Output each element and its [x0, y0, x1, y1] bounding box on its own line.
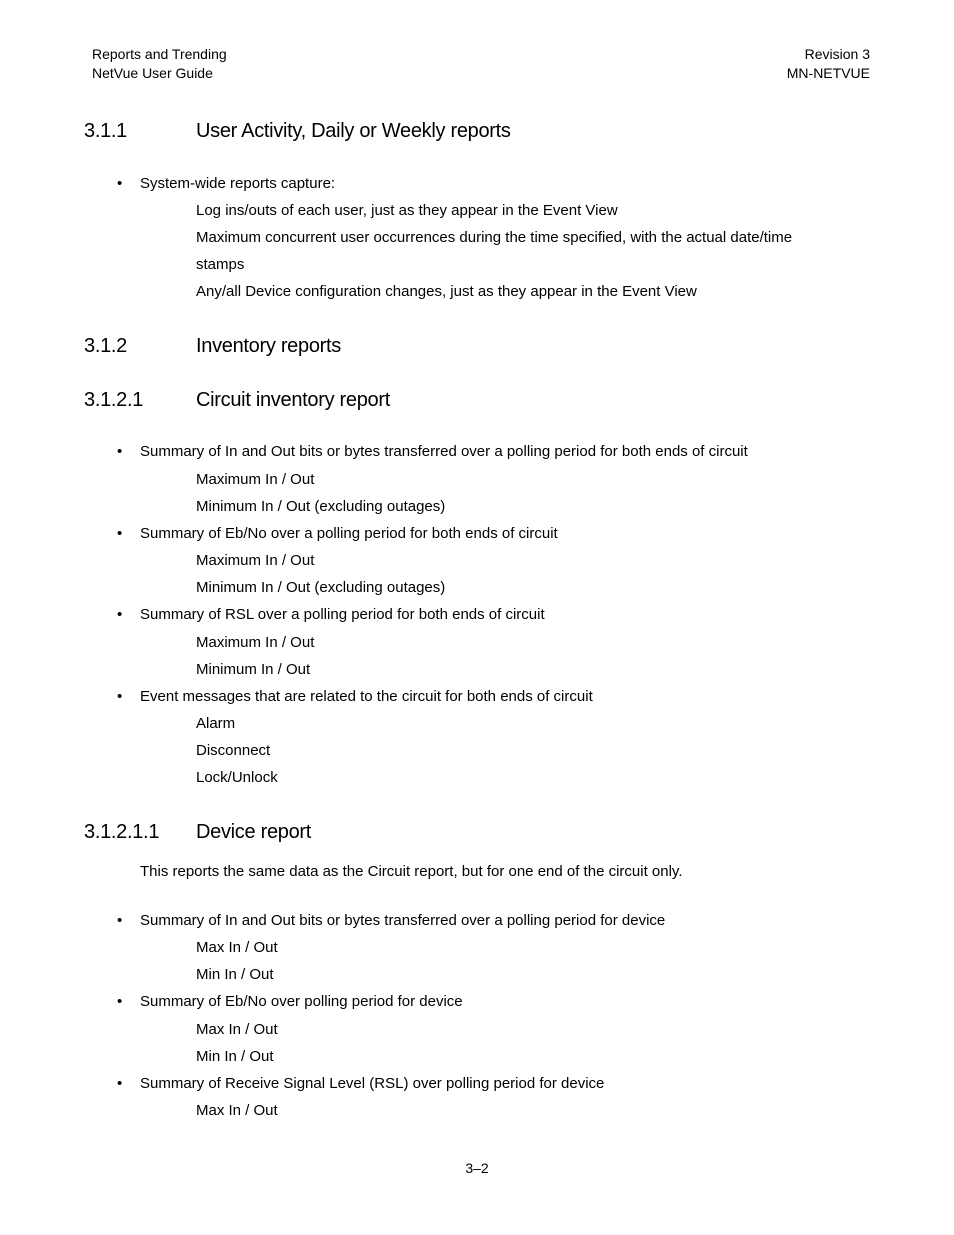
section-number: 3.1.2.1	[84, 389, 144, 411]
bullet-text: Summary of In and Out bits or bytes transferred over a polling period for both ends of circuit	[140, 443, 748, 460]
bullet-text: Summary of RSL over a polling period for both ends of circuit	[140, 606, 545, 623]
header-doc-number: MN-NETVUE	[786, 65, 870, 81]
sub-item: Maximum concurrent user occurrences during the time specified, with the actual date/time	[196, 229, 793, 246]
sub-item: Disconnect	[196, 742, 271, 759]
sub-item: Any/all Device configuration changes, just as they appear in the Event View	[196, 283, 697, 300]
sub-item: Max In / Out	[196, 1021, 278, 1038]
bullet-marker: •	[117, 606, 123, 623]
bullet-marker: •	[117, 688, 123, 705]
section-number: 3.1.2.1.1	[84, 821, 160, 843]
bullet-marker: •	[117, 175, 123, 192]
bullet-marker: •	[117, 1075, 123, 1092]
bullet-text: Event messages that are related to the circuit for both ends of circuit	[140, 688, 593, 705]
sub-item: Lock/Unlock	[196, 769, 278, 786]
running-header-left	[92, 45, 227, 83]
sub-item: Minimum In / Out (excluding outages)	[196, 579, 446, 596]
sub-item: Max In / Out	[196, 1102, 278, 1119]
section-heading-3-1-2	[84, 334, 341, 358]
page-number: 3–2	[465, 1160, 489, 1176]
bullet-text: System-wide reports capture:	[140, 175, 336, 192]
bullet-text: Summary of Eb/No over a polling period for both ends of circuit	[140, 525, 558, 542]
section-heading-3-1-1	[84, 119, 511, 143]
sub-item: Min In / Out	[196, 1048, 274, 1065]
header-revision: Revision 3	[804, 46, 870, 62]
sub-item: stamps	[196, 256, 245, 273]
section-heading-3-1-2-1-1	[84, 820, 311, 844]
bullet-text: Summary of Eb/No over polling period for device	[140, 993, 463, 1010]
section-intro: This reports the same data as the Circuit report, but for one end of the circuit only.	[140, 863, 683, 880]
bullet-text: Summary of Receive Signal Level (RSL) over polling period for device	[140, 1075, 605, 1092]
sub-item: Alarm	[196, 715, 236, 732]
sub-item: Minimum In / Out (excluding outages)	[196, 498, 446, 515]
sub-item: Maximum In / Out	[196, 634, 315, 651]
section-number: 3.1.2	[84, 335, 127, 357]
sub-item: Maximum In / Out	[196, 471, 315, 488]
section-number: 3.1.1	[84, 120, 127, 142]
sub-item: Max In / Out	[196, 939, 278, 956]
bullet-marker: •	[117, 443, 123, 460]
bullet-marker: •	[117, 912, 123, 929]
sub-item: Maximum In / Out	[196, 552, 315, 569]
bullet-marker: •	[117, 993, 123, 1010]
header-chapter: Reports and Trending	[92, 46, 227, 62]
section-title: User Activity, Daily or Weekly reports	[196, 120, 511, 142]
section-heading-3-1-2-1	[84, 388, 390, 412]
sub-item: Minimum In / Out	[196, 661, 311, 678]
bullet-text: Summary of In and Out bits or bytes transferred over a polling period for device	[140, 912, 666, 929]
header-guide-title: NetVue User Guide	[92, 65, 213, 81]
running-header-right	[787, 45, 870, 83]
section-title: Circuit inventory report	[196, 389, 390, 411]
sub-item: Min In / Out	[196, 966, 274, 983]
sub-item: Log ins/outs of each user, just as they appear in the Event View	[196, 202, 618, 219]
section-title: Device report	[196, 821, 312, 843]
bullet-marker: •	[117, 525, 123, 542]
section-title: Inventory reports	[196, 335, 341, 357]
